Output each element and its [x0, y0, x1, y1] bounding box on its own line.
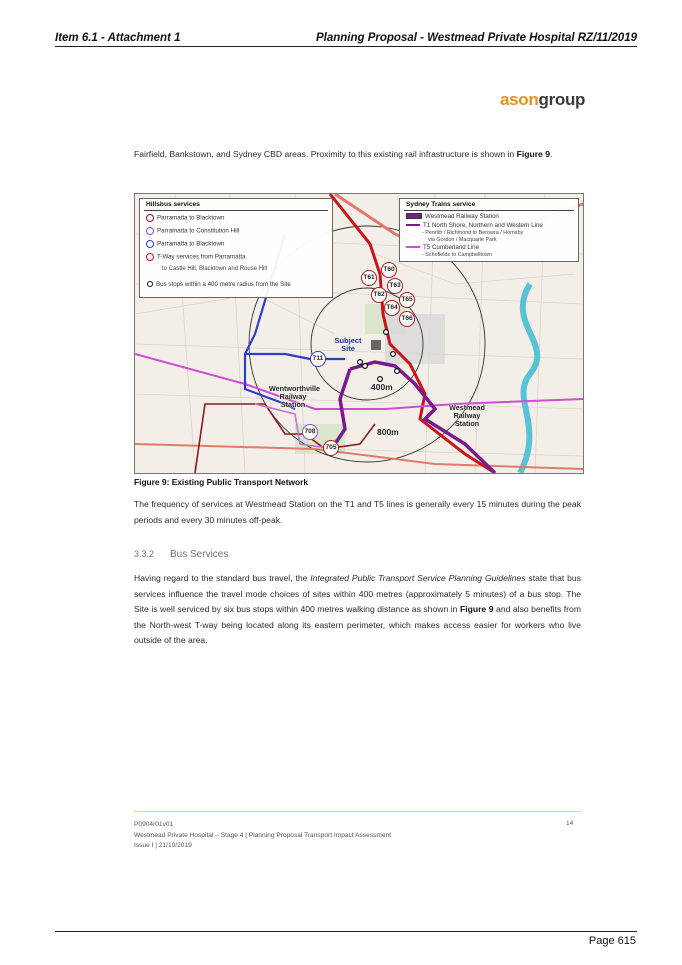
section-heading: [134, 549, 228, 560]
figure-caption: Figure 9: Existing Public Transport Network: [134, 477, 309, 487]
stop-badge-t61: T61: [361, 270, 377, 286]
bottom-divider: [55, 931, 637, 932]
page-number: Page 615: [588, 935, 636, 947]
footer-divider: [134, 811, 581, 812]
legend-item-bus-stop: Bus stops within a 400 metre radius from the Site: [146, 281, 291, 288]
frequency-paragraph: The frequency of services at Westmead Station on the T1 and T5 lines is generally every 15 minutes during the peak periods and every 30 minutes off-peak.: [134, 499, 581, 525]
legend-t5-line: T5 Cumberland Line: [406, 244, 479, 251]
trains-legend-title: Sydney Trains service: [406, 201, 476, 208]
river: [520, 284, 537, 473]
legend-item-708: Parramatta to Constitution Hill: [146, 227, 239, 235]
legend-item-tway-sub: to Castle Hill, Blacktown and Rouse Hill: [162, 266, 268, 272]
legend-t1-line: T1 North Shore, Northern and Western Line: [406, 222, 543, 229]
intro-paragraph: Fairfield, Bankstown, and Sydney CBD areas. Proximity to this existing rail infrastructure is shown in Figure 9.: [134, 149, 553, 159]
stop-badge-705: 705: [323, 440, 339, 456]
radius-400m-label: 400m: [371, 382, 393, 392]
stop-badge-t63: T63: [387, 278, 403, 294]
wentworthville-station-label: Wentworthville Railway Station: [269, 384, 320, 409]
footer-ref: P0904r01v01: [134, 821, 174, 828]
stop-badge-t66: T66: [399, 311, 415, 327]
stop-badge-t60: T60: [381, 262, 397, 278]
footer-issue: Issue I | 21/10/2019: [134, 842, 192, 849]
header-divider: [55, 46, 637, 47]
transport-network-map: [134, 193, 584, 474]
legend-t5-sub1: - Schofields to Campbelltown: [422, 252, 492, 258]
subject-site-marker: [371, 340, 381, 350]
stop-badge-t64: T64: [384, 300, 400, 316]
stop-badge-708: 708: [302, 424, 318, 440]
document-header: [55, 32, 637, 46]
section-number: 3.3.2: [134, 549, 155, 559]
report-footer: [134, 820, 391, 852]
hillsbus-legend: [139, 198, 333, 298]
stop-badge-711: 711: [310, 351, 326, 367]
westmead-station-label: Westmead Railway Station: [449, 403, 485, 428]
stop-badge-t65: T65: [399, 292, 415, 308]
route-705-line: [195, 404, 375, 473]
hillsbus-legend-title: Hillsbus services: [146, 201, 200, 208]
sydney-trains-legend: [399, 198, 579, 262]
section-title: Bus Services: [170, 549, 229, 560]
footer-title: Westmead Private Hospital – Stage 4 | Planning Proposal Transport Impact Assessment: [134, 831, 392, 839]
subject-site-label: Subject Site: [334, 336, 362, 353]
bus-services-paragraph: Having regard to the standard bus travel, the Integrated Public Transport Service Planning Guidelines state that bus services influence the travel mode choices of sites within 400 metres (approximately 5 minutes) of a bus stop. The Site is well serviced by six bus stops within 400 metres walking distance as shown in Figure 9 and also benefits from the North-west T-way being located along its eastern perimeter, which makes access easier for workers who live outside of the area.: [134, 573, 581, 646]
legend-t1-sub1: - Penrith / Richmond to Berowra / Hornsby: [422, 230, 524, 236]
stop-badge-t62: T62: [371, 287, 387, 303]
legend-item-711: Parramatta to Blacktown: [146, 240, 224, 248]
report-page-number: 14: [566, 820, 574, 827]
attachment-label: Item 6.1 - Attachment 1: [55, 32, 181, 44]
ason-group-logo: asongroup: [500, 90, 586, 109]
legend-item-tway: T-Way services from Parramatta: [146, 253, 245, 261]
legend-item-705: Parramatta to Blacktown: [146, 214, 224, 222]
legend-t1-sub2: via Gordon / Macquarie Park: [428, 237, 497, 243]
radius-800m-label: 800m: [377, 427, 399, 437]
planning-proposal-label: Planning Proposal - Westmead Private Hospital RZ/11/2019: [315, 32, 637, 44]
legend-westmead-station: Westmead Railway Station: [406, 213, 499, 220]
